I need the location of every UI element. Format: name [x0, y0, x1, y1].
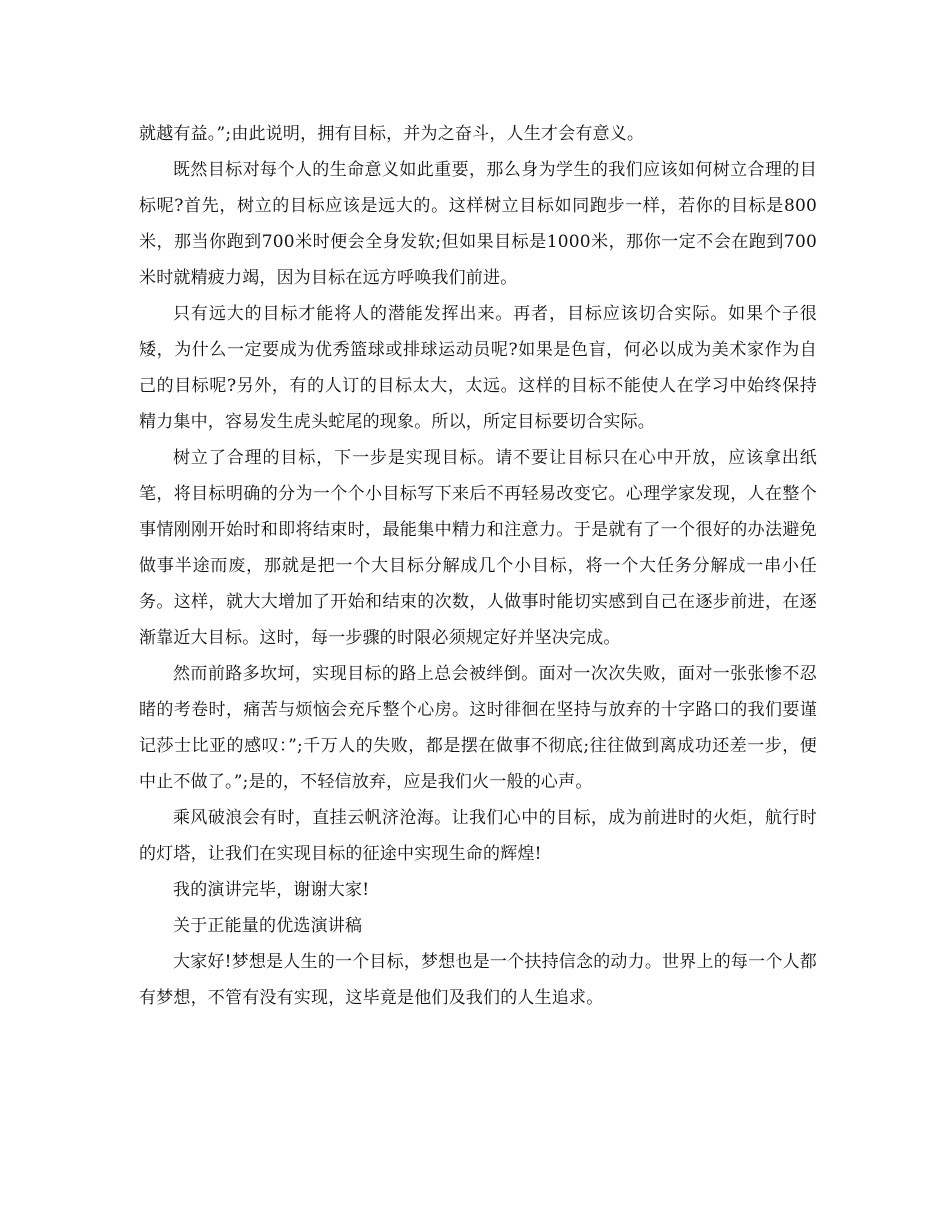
paragraph-perseverance: 然而前路多坎坷，实现目标的路上总会被绊倒。面对一次次失败，面对一张张惨不忍睹的考卷时，痛苦与烦恼会充斥整个心房。这时徘徊在坚持与放弃的十字路口的我们要谨记莎士比亚的感叹：”;千万人的失败，都是摆在做事不彻底;往往做到离成功还差一步，便中止不做了。”;是的，不轻信放弃，应是我们火一般的心声。	[139, 664, 817, 792]
paragraph-realistic-goals: 只有远大的目标才能将人的潜能发挥出来。再者，目标应该切合实际。如果个子很矮，为什么一定要成为优秀篮球或排球运动员呢?如果是色盲，何必以成为美术家作为自己的目标呢?另外，有的人订的目标太大，太远。这样的目标不能使人在学习中始终保持精力集中，容易发生虎头蛇尾的现象。所以，所定目标要切合实际。	[139, 304, 817, 432]
paragraph-continuation: 就越有益。”;由此说明，拥有目标，并为之奋斗，人生才会有意义。	[139, 124, 645, 144]
paragraph-goal-importance: 既然目标对每个人的生命意义如此重要，那么身为学生的我们应该如何树立合理的目标呢?首先，树立的目标应该是远大的。这样树立目标如同跑步一样，若你的目标是800米，那当你跑到700米时便会全身发软;但如果目标是1000米，那你一定不会在跑到700米时就精疲力竭，因为目标在远方呼唤我们前进。	[139, 160, 817, 288]
section-title: 关于正能量的优选演讲稿	[173, 916, 363, 936]
paragraph-conclusion: 乘风破浪会有时，直挂云帆济沧海。让我们心中的目标，成为前进时的火炬，航行时的灯塔，让我们在实现目标的征途中实现生命的辉煌!	[139, 808, 817, 864]
paragraph-closing: 我的演讲完毕，谢谢大家!	[173, 880, 370, 900]
document-body	[139, 116, 817, 1016]
paragraph-achieving-goals: 树立了合理的目标，下一步是实现目标。请不要让目标只在心中开放，应该拿出纸笔，将目标明确的分为一个个小目标写下来后不再轻易改变它。心理学家发现，人在整个事情刚刚开始时和即将结束时，最能集中精力和注意力。于是就有了一个很好的办法避免做事半途而废，那就是把一个大目标分解成几个小目标，将一个大任务分解成一串小任务。这样，就大大增加了开始和结束的次数，人做事时能切实感到自己在逐步前进，在逐渐靠近大目标。这时，每一步骤的时限必须规定好并坚决完成。	[139, 448, 817, 648]
paragraph-new-speech-intro: 大家好!梦想是人生的一个目标，梦想也是一个扶持信念的动力。世界上的每一个人都有梦想，不管有没有实现，这毕竟是他们及我们的人生追求。	[139, 952, 817, 1008]
